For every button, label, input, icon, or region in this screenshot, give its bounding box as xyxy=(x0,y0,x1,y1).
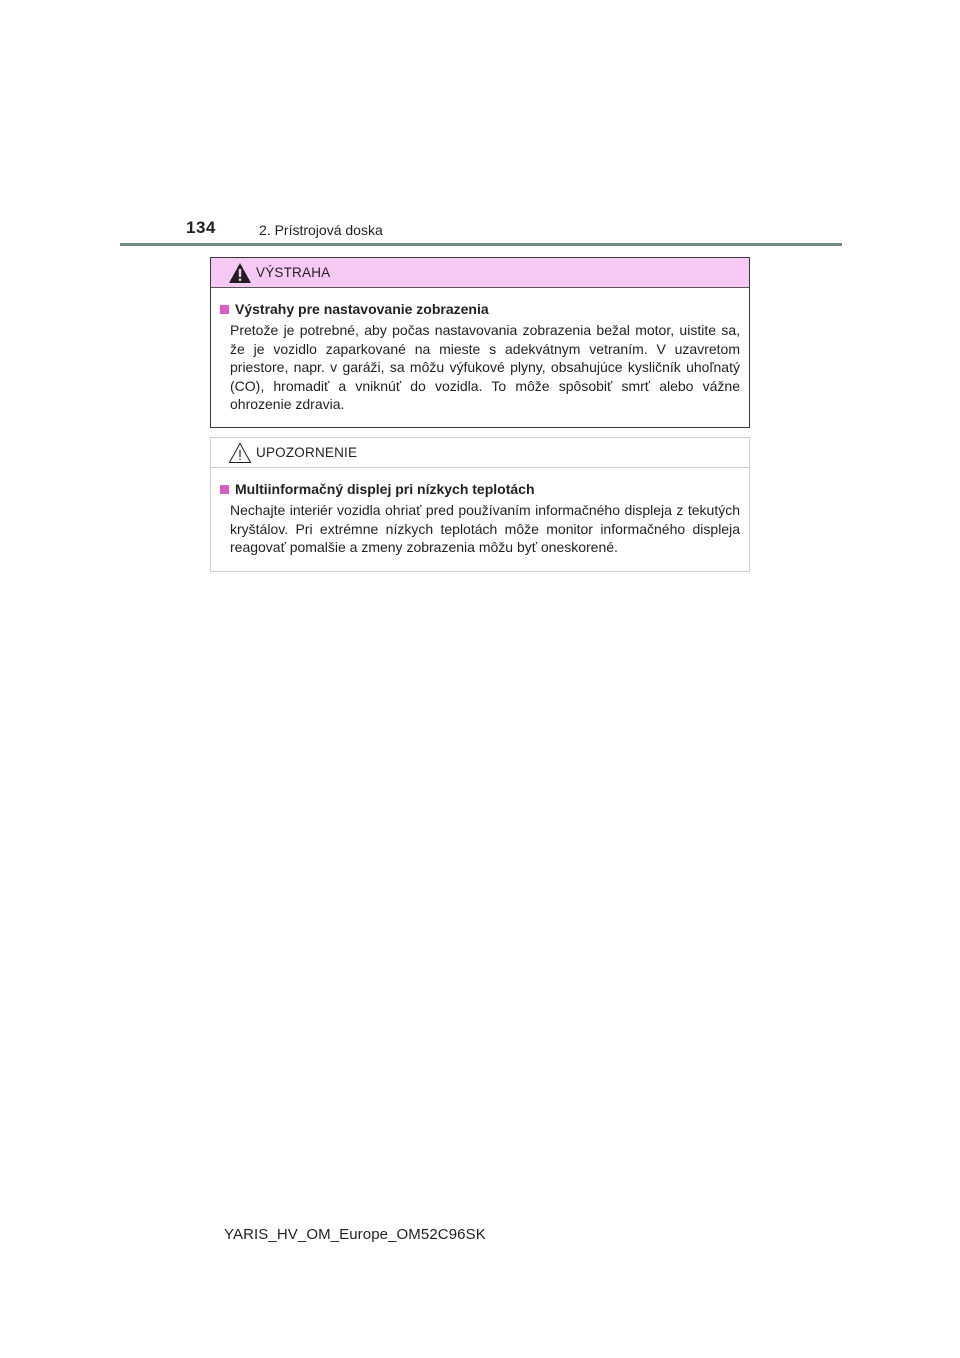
notice-box-header xyxy=(211,438,749,468)
warning-item-title-text: Výstrahy pre nastavovanie zobrazenia xyxy=(235,301,489,317)
section-title: 2. Prístrojová doska xyxy=(259,222,383,238)
warning-triangle-filled-icon xyxy=(228,262,252,284)
header-divider xyxy=(120,243,842,246)
warning-item-text: Pretože je potrebné, aby počas nastavovania zobrazenia bežal motor, uistite sa, že je vozidlo zaparkované na mieste s adekvátnym vetraním. V uzavretom priestore, napr. v garáži, sa môžu výfukové plyny, obsahujúce kysličník uhoľnatý (CO), hromadiť a vniknúť do vozidla. To môže spôsobiť smrť alebo vážne ohrozenie zdravia. xyxy=(230,322,740,413)
document-code: YARIS_HV_OM_Europe_OM52C96SK xyxy=(224,1226,486,1243)
square-bullet-icon xyxy=(220,485,229,494)
notice-box-body xyxy=(211,468,749,557)
warning-box-header xyxy=(211,258,749,288)
page-number: 134 xyxy=(186,218,216,237)
notice-box xyxy=(210,437,750,572)
warning-label: VÝSTRAHA xyxy=(256,265,331,280)
notice-label: UPOZORNENIE xyxy=(256,445,358,460)
warning-item-title xyxy=(220,300,740,319)
warning-triangle-outline-icon xyxy=(228,442,252,464)
notice-item-text: Nechajte interiér vozidla ohriať pred používaním informačného displeja z tekutých kryštálov. Pri extrémne nízkych teplotách môže monitor informačného displeja reagovať pomalšie a zmeny zobrazenia môžu byť oneskorené. xyxy=(230,502,740,556)
square-bullet-icon xyxy=(220,305,229,314)
warning-box xyxy=(210,257,750,428)
notice-item-title xyxy=(220,480,740,499)
warning-box-body xyxy=(211,288,749,414)
notice-item-title-text: Multiinformačný displej pri nízkych teplotách xyxy=(235,481,535,497)
